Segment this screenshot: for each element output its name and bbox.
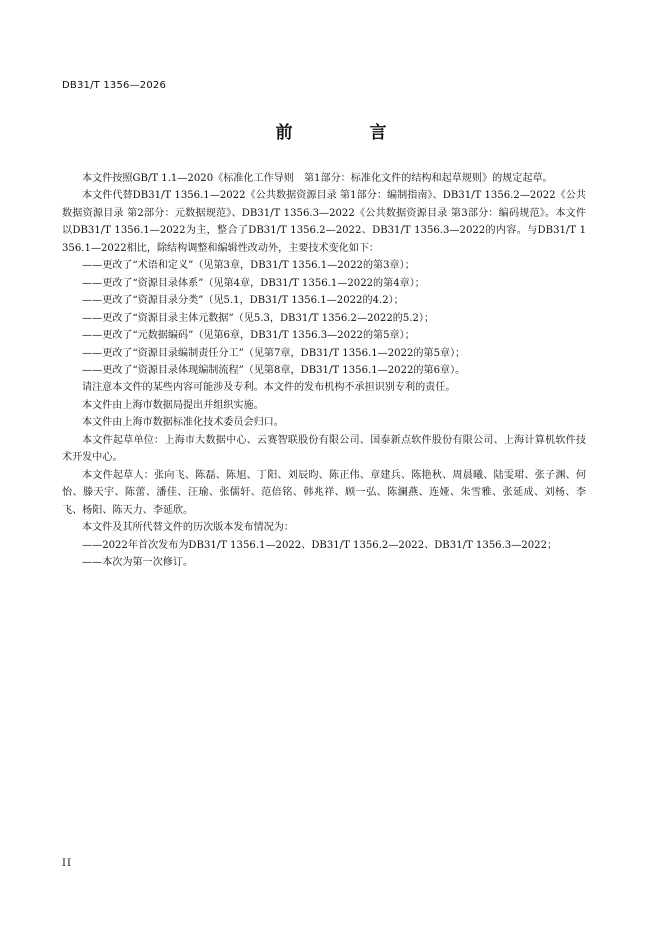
change-item: ——更改了“资源目录体现编制流程”（见第8章，DB31/T 1356.1—2022的第6章）。 [82,364,466,376]
change-item: ——更改了“资源目录体系”（见第4章，DB31/T 1356.1—2022的第4章）； [82,277,425,289]
foreword-body [62,170,586,571]
history-item: ——本次为第一次修订。 [82,556,194,568]
change-item: ——更改了“元数据编码”（见第6章，DB31/T 1356.3—2022的第5章）； [82,330,415,342]
paragraph: 本文件代替DB31/T 1356.1—2022《公共数据资源目录 第1部分：编制指南》、DB31/T 1356.2—2022《公共数据资源目录 第2部分：元数据规范》、DB31/T 1356.3—2022《公共数据资源目录 第3部分：编码规范》。本文件以DB31/T 1356.1—2022为主，整合了DB31/T 1356.2—2022、DB31/T 1356.3—2022的内容。与DB31/T 1356.1—2022相比，除结构调整和编辑性改动外，主要技术变化如下： [62,190,586,254]
paragraph: 本文件由上海市数据局提出并组织实施。 [82,399,264,411]
standard-code: DB31/T 1356—2026 [62,80,167,91]
history-item: ——2022年首次发布为DB31/T 1356.1—2022、DB31/T 1356.2—2022、DB31/T 1356.3—2022； [82,539,558,551]
page-title: 前 言 [275,123,417,143]
change-item: ——更改了“资源目录分类”（见5.1，DB31/T 1356.1—2022的4.2）； [82,295,404,307]
page-number: II [62,858,72,869]
paragraph: 本文件起草单位：上海市大数据中心、云赛智联股份有限公司、国泰新点软件股份有限公司、上海计算机软件技术开发中心。 [62,434,586,464]
paragraph: 本文件按照GB/T 1.1—2020《标准化工作导则 第1部分：标准化文件的结构和起草规则》的规定起草。 [82,173,553,184]
paragraph: 本文件由上海市数据标准化技术委员会归口。 [82,417,284,429]
paragraph: 本文件及其所代替文件的历次版本发布情况为： [82,522,294,534]
change-item: ——更改了“资源目录编制责任分工”（见第7章，DB31/T 1356.1—2022的第5章）； [82,347,466,359]
change-item: ——更改了“资源目录主体元数据”（见5.3，DB31/T 1356.2—2022的5.2）； [82,312,435,324]
change-item: ——更改了“术语和定义”（见第3章，DB31/T 1356.1—2022的第3章）； [82,260,415,272]
paragraph: 本文件起草人：张向飞、陈磊、陈旭、丁阳、刘辰昀、陈正伟、章建兵、陈艳秋、周晨曦、陆雯珺、张子渊、何怡、滕天宇、陈蕾、潘佳、汪瑜、张儒轩、范倍铭、韩兆祥、顾一弘、陈澜燕、连娅、朱雪雅、张延成、刘杨、李飞、杨阳、陈天力、李延欣。 [62,469,586,516]
paragraph: 请注意本文件的某些内容可能涉及专利。本文件的发布机构不承担识别专利的责任。 [82,382,456,394]
